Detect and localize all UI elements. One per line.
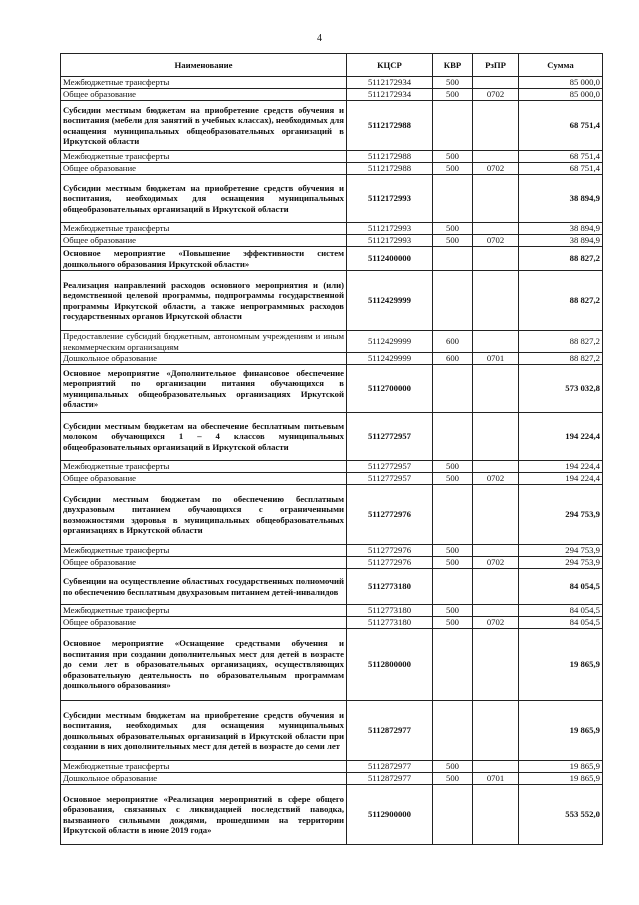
row-rzpr <box>473 701 519 761</box>
table-row <box>61 605 603 617</box>
table-row <box>61 365 603 413</box>
row-name: Основное мероприятие «Реализация мероприятий в сфере общего образования, связанных с ликвидацией последствий паводка, вызванного сильными дождями, прошедшими на территории Иркутской области в июне 2019 года» <box>61 785 347 845</box>
row-rzpr <box>473 605 519 617</box>
row-kvr <box>433 629 473 701</box>
table-row <box>61 223 603 235</box>
row-name: Межбюджетные трансферты <box>61 223 347 235</box>
row-sum: 84 054,5 <box>519 569 603 605</box>
row-name: Межбюджетные трансферты <box>61 761 347 773</box>
row-name: Субвенции на осуществление областных государственных полномочий по обеспечению бесплатным двухразовым питанием детей-инвалидов <box>61 569 347 605</box>
row-name: Общее образование <box>61 617 347 629</box>
row-kvr: 500 <box>433 617 473 629</box>
row-name: Реализация направлений расходов основного мероприятия и (или) ведомственной целевой программы, подпрограммы государственной программы Иркутской области, а также непрограммных расходов государственных органов Иркутской области <box>61 271 347 331</box>
row-name: Субсидии местным бюджетам на обеспечение бесплатным питьевым молоком обучающихся 1 – 4 классов муниципальных общеобразовательных организаций в Иркутской области <box>61 413 347 461</box>
row-kvr: 600 <box>433 353 473 365</box>
row-rzpr <box>473 413 519 461</box>
row-rzpr: 0702 <box>473 163 519 175</box>
row-kcsr: 5112172993 <box>347 175 433 223</box>
row-rzpr <box>473 271 519 331</box>
row-kvr: 500 <box>433 151 473 163</box>
row-rzpr: 0702 <box>473 473 519 485</box>
row-kvr: 500 <box>433 163 473 175</box>
header-kvr: КВР <box>433 54 473 77</box>
row-kcsr: 5112172934 <box>347 77 433 89</box>
row-name: Общее образование <box>61 557 347 569</box>
row-kvr <box>433 485 473 545</box>
row-kcsr: 5112773180 <box>347 569 433 605</box>
table-row <box>61 557 603 569</box>
row-kcsr: 5112400000 <box>347 247 433 271</box>
table-row <box>61 413 603 461</box>
row-kcsr: 5112172993 <box>347 235 433 247</box>
row-sum: 85 000,0 <box>519 89 603 101</box>
row-kcsr: 5112172988 <box>347 151 433 163</box>
row-sum: 38 894,9 <box>519 223 603 235</box>
row-kvr: 500 <box>433 77 473 89</box>
table-row <box>61 271 603 331</box>
row-sum: 38 894,9 <box>519 235 603 247</box>
table-row <box>61 247 603 271</box>
row-rzpr <box>473 461 519 473</box>
row-name: Общее образование <box>61 89 347 101</box>
row-kcsr: 5112800000 <box>347 629 433 701</box>
row-kcsr: 5112429999 <box>347 271 433 331</box>
table-row <box>61 235 603 247</box>
row-sum: 573 032,8 <box>519 365 603 413</box>
row-kvr: 500 <box>433 461 473 473</box>
row-rzpr <box>473 101 519 151</box>
row-kvr <box>433 413 473 461</box>
table-row <box>61 461 603 473</box>
table-header-row <box>61 54 603 77</box>
row-kvr: 600 <box>433 331 473 353</box>
row-kcsr: 5112172993 <box>347 223 433 235</box>
row-kcsr: 5112172934 <box>347 89 433 101</box>
row-rzpr: 0701 <box>473 353 519 365</box>
row-kcsr: 5112772976 <box>347 545 433 557</box>
row-name: Межбюджетные трансферты <box>61 151 347 163</box>
row-kvr: 500 <box>433 545 473 557</box>
row-sum: 19 865,9 <box>519 701 603 761</box>
row-name: Субсидии местным бюджетам по обеспечению бесплатным двухразовым питанием обучающихся с ограниченными возможностями здоровья в муниципальных общеобразовательных организациях в Иркутской области <box>61 485 347 545</box>
table-row <box>61 545 603 557</box>
row-name: Межбюджетные трансферты <box>61 605 347 617</box>
row-sum: 553 552,0 <box>519 785 603 845</box>
row-name: Общее образование <box>61 163 347 175</box>
row-kcsr: 5112772976 <box>347 485 433 545</box>
table-row <box>61 785 603 845</box>
row-kcsr: 5112772957 <box>347 473 433 485</box>
row-sum: 85 000,0 <box>519 77 603 89</box>
row-kvr <box>433 701 473 761</box>
table-row <box>61 89 603 101</box>
row-rzpr <box>473 785 519 845</box>
table-row <box>61 761 603 773</box>
row-name: Дошкольное образование <box>61 773 347 785</box>
row-kvr <box>433 101 473 151</box>
row-kcsr: 5112772957 <box>347 413 433 461</box>
row-rzpr <box>473 77 519 89</box>
row-name: Субсидии местным бюджетам на приобретение средств обучения и воспитания, необходимых для оснащения муниципальных общеобразовательных организаций в Иркутской области <box>61 175 347 223</box>
row-name: Основное мероприятие «Дополнительное финансовое обеспечение мероприятий по организации питания обучающихся в муниципальных общеобразовательных организациях Иркутской области» <box>61 365 347 413</box>
table-row <box>61 101 603 151</box>
table-row <box>61 701 603 761</box>
row-kvr <box>433 271 473 331</box>
row-sum: 194 224,4 <box>519 461 603 473</box>
page-number: 4 <box>317 33 322 44</box>
row-kcsr: 5112772957 <box>347 461 433 473</box>
row-kcsr: 5112429999 <box>347 353 433 365</box>
row-sum: 88 827,2 <box>519 331 603 353</box>
row-kvr: 500 <box>433 89 473 101</box>
row-kcsr: 5112772976 <box>347 557 433 569</box>
row-kvr <box>433 785 473 845</box>
row-sum: 88 827,2 <box>519 353 603 365</box>
row-sum: 294 753,9 <box>519 545 603 557</box>
row-name: Предоставление субсидий бюджетным, автономным учреждениям и иным некоммерческим организациям <box>61 331 347 353</box>
table-row <box>61 77 603 89</box>
row-kcsr: 5112773180 <box>347 617 433 629</box>
header-kcsr: КЦСР <box>347 54 433 77</box>
row-kcsr: 5112872977 <box>347 773 433 785</box>
row-rzpr: 0702 <box>473 235 519 247</box>
table-row <box>61 473 603 485</box>
row-rzpr <box>473 151 519 163</box>
header-rzpr: РзПР <box>473 54 519 77</box>
row-kcsr: 5112700000 <box>347 365 433 413</box>
row-kvr: 500 <box>433 235 473 247</box>
row-name: Субсидии местным бюджетам на приобретение средств обучения и воспитания, необходимых для оснащения муниципальных дошкольных образовательных организаций в Иркутской области при создании в них дополнительных мест для детей в возрасте до семи лет <box>61 701 347 761</box>
row-kcsr: 5112900000 <box>347 785 433 845</box>
row-kcsr: 5112773180 <box>347 605 433 617</box>
row-kcsr: 5112872977 <box>347 761 433 773</box>
row-name: Субсидии местным бюджетам на приобретение средств обучения и воспитания (мебели для занятий в учебных классах), необходимых для оснащения муниципальных общеобразовательных организаций в Иркутской области <box>61 101 347 151</box>
row-rzpr <box>473 569 519 605</box>
row-sum: 84 054,5 <box>519 617 603 629</box>
row-sum: 68 751,4 <box>519 151 603 163</box>
table-row <box>61 617 603 629</box>
row-kvr <box>433 247 473 271</box>
row-kvr <box>433 175 473 223</box>
table-row <box>61 353 603 365</box>
row-kvr <box>433 365 473 413</box>
row-rzpr <box>473 629 519 701</box>
row-rzpr <box>473 175 519 223</box>
row-name: Межбюджетные трансферты <box>61 461 347 473</box>
row-name: Межбюджетные трансферты <box>61 77 347 89</box>
row-rzpr: 0702 <box>473 89 519 101</box>
row-kvr: 500 <box>433 605 473 617</box>
row-sum: 68 751,4 <box>519 163 603 175</box>
row-kvr <box>433 569 473 605</box>
row-sum: 84 054,5 <box>519 605 603 617</box>
row-kcsr: 5112172988 <box>347 101 433 151</box>
table-body <box>61 77 603 845</box>
row-sum: 194 224,4 <box>519 473 603 485</box>
row-rzpr: 0701 <box>473 773 519 785</box>
header-name: Наименование <box>61 54 347 77</box>
row-rzpr <box>473 247 519 271</box>
row-kcsr: 5112872977 <box>347 701 433 761</box>
table-row <box>61 629 603 701</box>
row-kvr: 500 <box>433 223 473 235</box>
table-row <box>61 485 603 545</box>
row-sum: 68 751,4 <box>519 101 603 151</box>
row-rzpr <box>473 545 519 557</box>
row-rzpr <box>473 365 519 413</box>
row-name: Общее образование <box>61 473 347 485</box>
table-row <box>61 175 603 223</box>
row-name: Межбюджетные трансферты <box>61 545 347 557</box>
row-sum: 88 827,2 <box>519 271 603 331</box>
row-sum: 38 894,9 <box>519 175 603 223</box>
row-name: Общее образование <box>61 235 347 247</box>
row-sum: 294 753,9 <box>519 485 603 545</box>
row-kcsr: 5112172988 <box>347 163 433 175</box>
budget-table <box>60 53 603 845</box>
row-rzpr: 0702 <box>473 557 519 569</box>
row-kcsr: 5112429999 <box>347 331 433 353</box>
row-rzpr <box>473 761 519 773</box>
table-row <box>61 331 603 353</box>
row-name: Основное мероприятие «Повышение эффективности систем дошкольного образования Иркутской области» <box>61 247 347 271</box>
row-name: Основное мероприятие «Оснащение средствами обучения и воспитания при создании дополнительных мест для детей в возрасте до семи лет в образовательных организациях, осуществляющих образовательную деятельность по образовательным программам дошкольного образования» <box>61 629 347 701</box>
row-rzpr <box>473 485 519 545</box>
row-kvr: 500 <box>433 557 473 569</box>
row-sum: 19 865,9 <box>519 773 603 785</box>
row-name: Дошкольное образование <box>61 353 347 365</box>
table-row <box>61 151 603 163</box>
row-sum: 19 865,9 <box>519 761 603 773</box>
row-rzpr: 0702 <box>473 617 519 629</box>
table-row <box>61 773 603 785</box>
row-rzpr <box>473 223 519 235</box>
row-sum: 294 753,9 <box>519 557 603 569</box>
row-sum: 19 865,9 <box>519 629 603 701</box>
row-kvr: 500 <box>433 473 473 485</box>
row-sum: 194 224,4 <box>519 413 603 461</box>
row-sum: 88 827,2 <box>519 247 603 271</box>
row-kvr: 500 <box>433 761 473 773</box>
table-row <box>61 163 603 175</box>
table-row <box>61 569 603 605</box>
row-kvr: 500 <box>433 773 473 785</box>
row-rzpr <box>473 331 519 353</box>
header-sum: Сумма <box>519 54 603 77</box>
